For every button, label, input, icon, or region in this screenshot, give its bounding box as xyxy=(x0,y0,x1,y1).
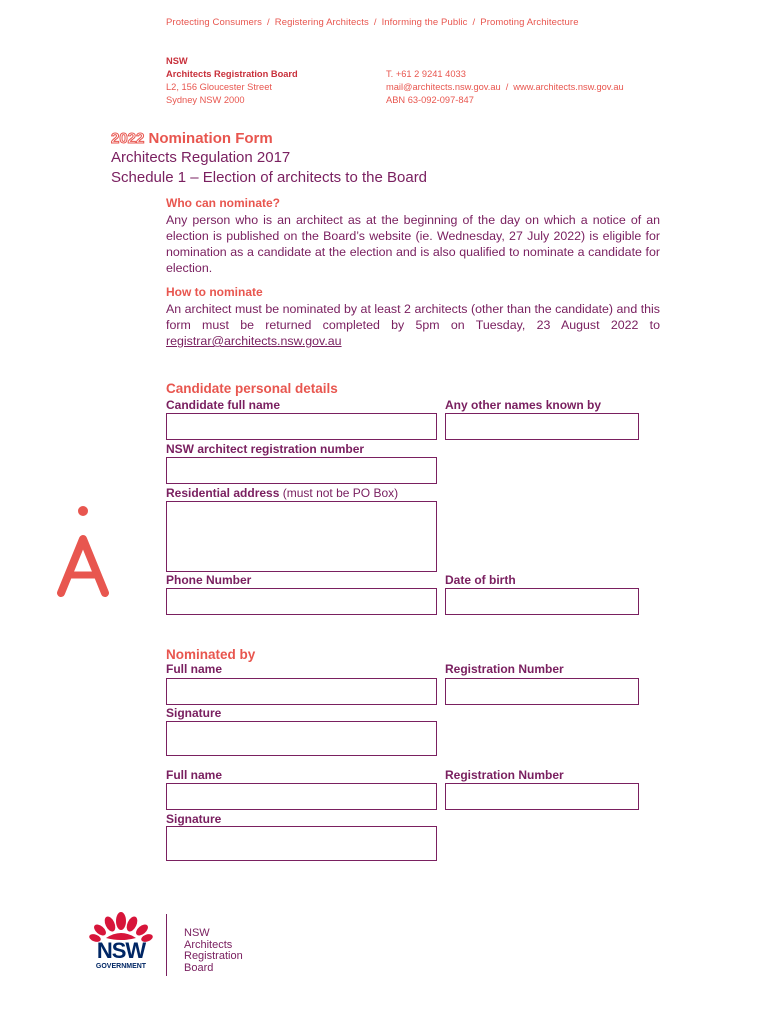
contact-web: www.architects.nsw.gov.au xyxy=(513,82,624,92)
who-heading: Who can nominate? xyxy=(166,196,280,210)
tagline-item: Promoting Architecture xyxy=(480,17,579,28)
registrar-email-link[interactable]: registrar@architects.nsw.gov.au xyxy=(166,334,342,348)
footer-board-name xyxy=(184,928,243,974)
contact-abn: ABN 63-092-097-847 xyxy=(386,95,474,105)
nominator2-name-label: Full name xyxy=(166,768,223,782)
contact-phone: T. +61 2 9241 4033 xyxy=(386,69,466,79)
board-address xyxy=(166,55,298,107)
form-year: 2022 xyxy=(111,130,145,147)
nominator1-name-field[interactable] xyxy=(166,678,437,705)
residential-address-label xyxy=(166,486,398,500)
dob-field[interactable] xyxy=(445,588,639,615)
org-state: NSW xyxy=(166,56,188,66)
nsw-government-logo xyxy=(88,908,154,977)
board-contact: T. +61 2 9241 4033 mail@architects.nsw.gov.au / www.architects.nsw.gov.au ABN 63-092-097-847 xyxy=(386,69,624,105)
who-body: Any person who is an architect as at the beginning of the day on which a notice of an election is published on the Board’s website (ie. Wednesday, 27 July 2022) is eligible for nomination as a candidate at the election and is also qualified to nominate a candidate for election. xyxy=(166,213,660,275)
board-name-line: NSW xyxy=(184,927,210,939)
candidate-full-name-field[interactable] xyxy=(166,413,437,440)
other-names-label: Any other names known by xyxy=(445,398,602,412)
form-name: Nomination Form xyxy=(148,130,273,147)
nominator1-name-label: Full name xyxy=(166,662,223,676)
nominator2-reg-field[interactable] xyxy=(445,783,639,810)
nominator1-signature-label: Signature xyxy=(166,706,222,720)
tagline-item: Informing the Public xyxy=(381,17,468,28)
schedule-title: Schedule 1 – Election of architects to the Board xyxy=(111,169,428,186)
nominator1-signature-field[interactable] xyxy=(166,721,437,756)
board-name-line: Board xyxy=(184,961,214,974)
nominator1-reg-label: Registration Number xyxy=(445,662,564,676)
tagline-item: Registering Architects xyxy=(274,17,369,28)
residential-address-field[interactable] xyxy=(166,501,437,572)
nominator1-reg-field[interactable] xyxy=(445,678,639,705)
candidate-section-heading: Candidate personal details xyxy=(166,381,338,396)
address-street: L2, 156 Gloucester Street xyxy=(166,82,272,92)
org-name: Architects Registration Board xyxy=(166,69,298,79)
how-text: An architect must be nominated by at least 2 architects (other than the candidate) and this form must be returned completed by 5pm on Tuesday, 23 August 2022 to xyxy=(166,302,660,332)
footer-divider xyxy=(166,914,167,976)
nominated-section-heading: Nominated by xyxy=(166,647,256,662)
architects-a-logo-icon xyxy=(56,503,112,603)
nominator2-signature-field[interactable] xyxy=(166,826,437,861)
how-body xyxy=(166,301,660,349)
nominator2-signature-label: Signature xyxy=(166,812,222,826)
registration-number-field[interactable] xyxy=(166,457,437,484)
tagline-item: Protecting Consumers xyxy=(166,17,262,28)
form-title xyxy=(111,130,273,147)
candidate-full-name-label: Candidate full name xyxy=(166,398,281,412)
phone-label: Phone Number xyxy=(166,573,252,587)
nominator2-name-field[interactable] xyxy=(166,783,437,810)
government-logo-text: GOVERNMENT xyxy=(95,963,147,970)
board-name-line: Architects xyxy=(184,938,233,951)
phone-field[interactable] xyxy=(166,588,437,615)
other-names-field[interactable] xyxy=(445,413,639,440)
regulation-title: Architects Regulation 2017 xyxy=(111,149,291,166)
address-label-note: (must not be PO Box) xyxy=(282,486,399,500)
dob-label: Date of birth xyxy=(445,573,516,587)
board-name-line: Registration xyxy=(184,950,243,962)
address-label-text: Residential address xyxy=(166,486,280,500)
nsw-logo-text: NSW xyxy=(96,938,146,963)
nominator2-reg-label: Registration Number xyxy=(445,768,564,782)
address-city: Sydney NSW 2000 xyxy=(166,95,245,105)
registration-number-label: NSW architect registration number xyxy=(166,442,365,456)
how-heading: How to nominate xyxy=(166,285,263,299)
top-tagline: Protecting Consumers / Registering Architects / Informing the Public / Promoting Architecture xyxy=(166,17,579,28)
contact-email: mail@architects.nsw.gov.au xyxy=(386,82,501,92)
